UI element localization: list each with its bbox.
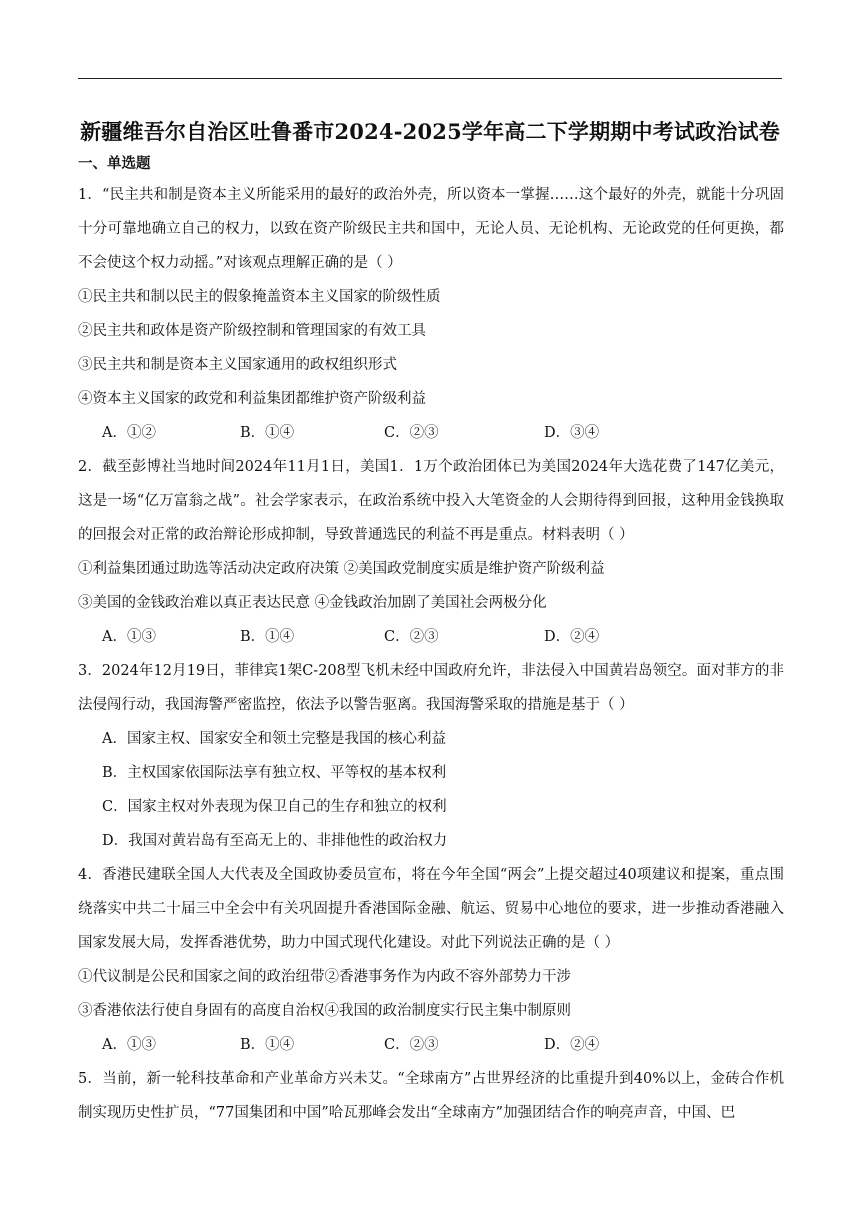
question-stem: 5．当前，新一轮科技革命和产业革命方兴未艾。“全球南方”占世界经济的比重提升到40%以上，金砖合作机制实现历史性扩员，“77国集团和中国”哈瓦那峰会发出“全球南方”加强团结合作的响亮声音，中国、巴 — [78, 1071, 784, 1121]
option-b[interactable]: B．主权国家依国际法享有独立权、平等权的基本权利 — [102, 765, 447, 781]
option-d[interactable]: D．②④ — [544, 629, 600, 645]
option-b[interactable]: B．①④ — [240, 1037, 295, 1053]
statement-item: ③美国的金钱政治难以真正表达民意 ④金钱政治加剧了美国社会两极分化 — [78, 595, 547, 611]
option-b[interactable]: B．①④ — [240, 425, 295, 441]
question-stem: 1．“民主共和制是资本主义所能采用的最好的政治外壳，所以资本一掌握……这个最好的外壳，就能十分巩固十分可靠地确立自己的权力，以致在资产阶级民主共和国中，无论人员、无论机构、无论政党的任何更换，都不会使这个权力动摇。”对该观点理解正确的是（ ） — [78, 187, 784, 271]
option-a[interactable]: A．①③ — [102, 1037, 156, 1053]
option-a[interactable]: A．国家主权、国家安全和领土完整是我国的核心利益 — [102, 731, 446, 747]
statement-item: ①利益集团通过助选等活动决定政府决策 ②美国政党制度实质是维护资产阶级利益 — [78, 561, 605, 577]
option-d[interactable]: D．③④ — [544, 425, 600, 441]
section-heading: 一、单选题 — [78, 155, 151, 172]
question-4 — [78, 858, 784, 1062]
statement-item: ①代议制是公民和国家之间的政治纽带②香港事务作为内政不容外部势力干涉 — [78, 969, 571, 985]
answer-options — [78, 620, 784, 654]
option-a[interactable]: A．①② — [102, 425, 156, 441]
statement-item: ③民主共和制是资本主义国家通用的政权组织形式 — [78, 357, 397, 373]
question-1 — [78, 178, 784, 450]
exam-title: 新疆维吾尔自治区吐鲁番市2024-2025学年高二下学期期中考试政治试卷 — [80, 119, 780, 144]
option-b[interactable]: B．①④ — [240, 629, 295, 645]
question-list — [78, 178, 784, 1130]
statement-item: ③香港依法行使自身固有的高度自治权④我国的政治制度实行民主集中制原则 — [78, 1003, 571, 1019]
option-d[interactable]: D．②④ — [544, 1037, 600, 1053]
question-3 — [78, 654, 784, 858]
option-c[interactable]: C．②③ — [384, 425, 439, 441]
question-stem: 2．截至彭博社当地时间2024年11月1日，美国1．1万个政治团体已为美国2024年大选花费了147亿美元，这是一场“亿万富翁之战”。社会学家表示，在政治系统中投入大笔资金的人会期待得到回报，这种用金钱换取的回报会对正常的政治辩论形成抑制，导致普通选民的利益不再是重点。材料表明（ ） — [78, 459, 784, 543]
statement-item: ①民主共和制以民主的假象掩盖资本主义国家的阶级性质 — [78, 289, 441, 305]
answer-options — [78, 1028, 784, 1062]
option-c[interactable]: C．②③ — [384, 1037, 439, 1053]
question-stem: 4．香港民建联全国人大代表及全国政协委员宣布，将在今年全国“两会”上提交超过40项建议和提案，重点围绕落实中共二十届三中全会中有关巩固提升香港国际金融、航运、贸易中心地位的要求，进一步推动香港融入国家发展大局，发挥香港优势，助力中国式现代化建设。对此下列说法正确的是（ ） — [78, 867, 784, 951]
option-c[interactable]: C．②③ — [384, 629, 439, 645]
answer-options — [78, 416, 784, 450]
option-c[interactable]: C．国家主权对外表现为保卫自己的生存和独立的权利 — [102, 799, 447, 815]
statement-item: ②民主共和政体是资产阶级控制和管理国家的有效工具 — [78, 323, 426, 339]
question-stem: 3．2024年12月19日，菲律宾1架C-208型飞机未经中国政府允许，非法侵入中国黄岩岛领空。面对菲方的非法侵闯行动，我国海警严密监控，依法予以警告驱离。我国海警采取的措施是基于（ ） — [78, 663, 784, 713]
option-a[interactable]: A．①③ — [102, 629, 156, 645]
option-d[interactable]: D．我国对黄岩岛有至高无上的、非排他性的政治权力 — [102, 833, 448, 849]
question-2 — [78, 450, 784, 654]
statement-item: ④资本主义国家的政党和利益集团都维护资产阶级利益 — [78, 391, 426, 407]
header-rule — [78, 78, 782, 79]
question-5 — [78, 1062, 784, 1130]
